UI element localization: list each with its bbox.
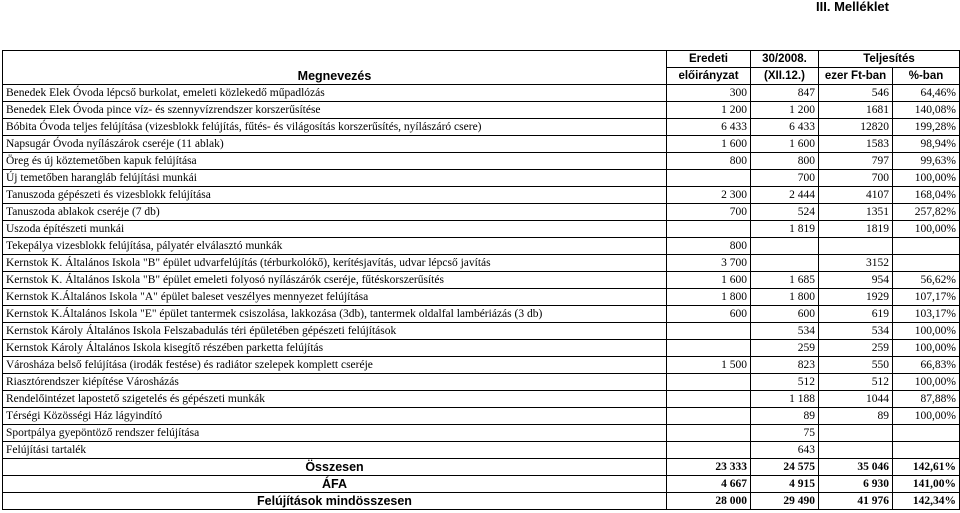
modified-budget: 1 600 [751,136,819,153]
fulfilment-percent: 107,17% [893,289,960,306]
item-name: Kernstok Károly Általános Iskola Felszabadulás téri épületében gépészeti felújítások [3,323,667,340]
modified-budget: 600 [751,306,819,323]
original-budget: 1 800 [667,289,751,306]
item-name: Kernstok K.Általános Iskola "A" épület baleset veszélyes mennyezet felújítása [3,289,667,306]
table-row [3,102,960,119]
fulfilment-amount: 546 [819,85,893,102]
original-budget: 700 [667,204,751,221]
fulfilment-amount: 534 [819,323,893,340]
item-name: Kernstok K. Általános Iskola "B" épület emeleti folyosó nyílászárók cseréje, fűtéskorszerűsítés [3,272,667,289]
item-name: Sportpálya gyepöntöző rendszer felújítása [3,425,667,442]
table-row [3,306,960,323]
fulfilment-amount: 797 [819,153,893,170]
header-original-top: Eredeti [667,51,751,68]
modified-budget: 847 [751,85,819,102]
item-name: Benedek Elek Óvoda lépcső burkolat, emeleti közlekedő műpadlózás [3,85,667,102]
fulfilment-percent: 140,08% [893,102,960,119]
fulfilment-percent: 100,00% [893,340,960,357]
original-budget [667,425,751,442]
table-row [3,238,960,255]
header-original-bottom: előirányzat [667,68,751,85]
fulfilment-percent: 142,61% [893,459,960,476]
modified-budget [751,255,819,272]
original-budget: 800 [667,153,751,170]
item-name: Uszoda építészeti munkái [3,221,667,238]
item-name: Tekepálya vizesblokk felújítása, pályatér elválasztó munkák [3,238,667,255]
original-budget: 1 600 [667,272,751,289]
table-row [3,272,960,289]
item-name: Új temetőben harangláb felújítási munkái [3,170,667,187]
table-row [3,408,960,425]
original-budget: 23 333 [667,459,751,476]
original-budget: 3 700 [667,255,751,272]
table-row [3,323,960,340]
modified-budget: 1 685 [751,272,819,289]
original-budget: 1 500 [667,357,751,374]
table-row [3,425,960,442]
modified-budget: 24 575 [751,459,819,476]
item-name: Kernstok Károly Általános Iskola kisegítő részében parketta felújítás [3,340,667,357]
original-budget [667,374,751,391]
table-row [3,289,960,306]
item-name: Napsugár Óvoda nyílászárok cseréje (11 ablak) [3,136,667,153]
fulfilment-percent: 103,17% [893,306,960,323]
modified-budget: 6 433 [751,119,819,136]
modified-budget: 524 [751,204,819,221]
header-modified-bottom: (XII.12.) [751,68,819,85]
fulfilment-percent [893,255,960,272]
original-budget: 800 [667,238,751,255]
fulfilment-amount: 1351 [819,204,893,221]
table-row [3,153,960,170]
fulfilment-percent [893,238,960,255]
table-row [3,170,960,187]
header-modified-top: 30/2008. [751,51,819,68]
fulfilment-amount: 1583 [819,136,893,153]
fulfilment-percent: 64,46% [893,85,960,102]
original-budget: 28 000 [667,493,751,510]
fulfilment-percent: 142,34% [893,493,960,510]
table-row [3,119,960,136]
fulfilment-amount: 512 [819,374,893,391]
fulfilment-amount: 6 930 [819,476,893,493]
original-budget: 600 [667,306,751,323]
table-row [3,204,960,221]
item-name: Kernstok K. Általános Iskola "B" épület udvarfelújítás (térburkolókő), kerítésjavítás, udvar lépcső javítás [3,255,667,272]
original-budget: 4 667 [667,476,751,493]
fulfilment-percent [893,442,960,459]
modified-budget: 29 490 [751,493,819,510]
fulfilment-amount: 619 [819,306,893,323]
modified-budget: 1 200 [751,102,819,119]
fulfilment-amount: 1681 [819,102,893,119]
fulfilment-amount: 41 976 [819,493,893,510]
fulfilment-amount: 550 [819,357,893,374]
fulfilment-percent: 87,88% [893,391,960,408]
fulfilment-percent: 168,04% [893,187,960,204]
original-budget [667,340,751,357]
table-row [3,374,960,391]
fulfilment-amount: 259 [819,340,893,357]
annex-title: III. Melléklet [816,0,889,14]
total-row [3,476,960,493]
item-name: Riasztórendszer kiépítése Városházás [3,374,667,391]
fulfilment-percent: 100,00% [893,323,960,340]
original-budget [667,221,751,238]
fulfilment-amount: 700 [819,170,893,187]
item-name: Tanuszoda ablakok cseréje (7 db) [3,204,667,221]
item-name: Benedek Elek Óvoda pince víz- és szennyvízrendszer korszerűsítése [3,102,667,119]
modified-budget [751,238,819,255]
modified-budget: 1 188 [751,391,819,408]
table-row [3,391,960,408]
item-name: ÁFA [3,476,667,493]
modified-budget: 643 [751,442,819,459]
header-amount: ezer Ft-ban [819,68,893,85]
fulfilment-amount: 1819 [819,221,893,238]
header-row-top [3,51,960,68]
fulfilment-percent: 98,94% [893,136,960,153]
fulfilment-percent: 66,83% [893,357,960,374]
original-budget [667,442,751,459]
modified-budget: 800 [751,153,819,170]
item-name: Tanuszoda gépészeti és vizesblokk felújítása [3,187,667,204]
modified-budget: 4 915 [751,476,819,493]
modified-budget: 2 444 [751,187,819,204]
modified-budget: 1 800 [751,289,819,306]
fulfilment-amount: 1044 [819,391,893,408]
item-name: Felújítások mindösszesen [3,493,667,510]
table-row [3,85,960,102]
total-row [3,459,960,476]
header-fulfilment: Teljesítés [819,51,960,68]
fulfilment-amount: 954 [819,272,893,289]
item-name: Bóbita Óvoda teljes felújítása (vizesblokk felújítás, fűtés- és világosítás korszerűsítés, nyílászáró csere) [3,119,667,136]
fulfilment-percent: 56,62% [893,272,960,289]
fulfilment-percent: 100,00% [893,170,960,187]
fulfilment-percent: 100,00% [893,374,960,391]
fulfilment-amount: 4107 [819,187,893,204]
total-row [3,493,960,510]
fulfilment-percent: 257,82% [893,204,960,221]
table-row [3,136,960,153]
original-budget: 300 [667,85,751,102]
fulfilment-amount: 1929 [819,289,893,306]
item-name: Rendelőintézet lapostető szigetelés és gépészeti munkák [3,391,667,408]
item-name: Városháza belső felújítása (irodák festése) és radiátor szelepek komplett cseréje [3,357,667,374]
item-name: Öreg és új köztemetőben kapuk felújítása [3,153,667,170]
fulfilment-percent: 100,00% [893,221,960,238]
fulfilment-amount: 12820 [819,119,893,136]
modified-budget: 512 [751,374,819,391]
fulfilment-amount: 35 046 [819,459,893,476]
fulfilment-amount: 3152 [819,255,893,272]
original-budget [667,170,751,187]
modified-budget: 1 819 [751,221,819,238]
modified-budget: 75 [751,425,819,442]
table-row [3,357,960,374]
table-row [3,187,960,204]
header-percent: %-ban [893,68,960,85]
renovation-table [2,50,960,510]
fulfilment-amount [819,238,893,255]
table-row [3,221,960,238]
table-row [3,255,960,272]
modified-budget: 259 [751,340,819,357]
modified-budget: 89 [751,408,819,425]
fulfilment-amount: 89 [819,408,893,425]
original-budget [667,408,751,425]
fulfilment-percent: 199,28% [893,119,960,136]
fulfilment-percent: 141,00% [893,476,960,493]
original-budget: 1 600 [667,136,751,153]
header-name: Megnevezés [3,51,667,85]
original-budget: 1 200 [667,102,751,119]
table-row [3,340,960,357]
original-budget: 2 300 [667,187,751,204]
table-row [3,442,960,459]
modified-budget: 534 [751,323,819,340]
original-budget: 6 433 [667,119,751,136]
fulfilment-amount [819,442,893,459]
item-name: Kernstok K.Általános Iskola "E" épület tantermek csiszolása, lakkozása (3db), tantermek oldalfal lambériázás (3 db) [3,306,667,323]
item-name: Térségi Közösségi Ház lágyindító [3,408,667,425]
fulfilment-amount [819,425,893,442]
item-name: Összesen [3,459,667,476]
fulfilment-percent: 99,63% [893,153,960,170]
fulfilment-percent [893,425,960,442]
original-budget [667,323,751,340]
modified-budget: 700 [751,170,819,187]
fulfilment-percent: 100,00% [893,408,960,425]
original-budget [667,391,751,408]
item-name: Felújítási tartalék [3,442,667,459]
modified-budget: 823 [751,357,819,374]
